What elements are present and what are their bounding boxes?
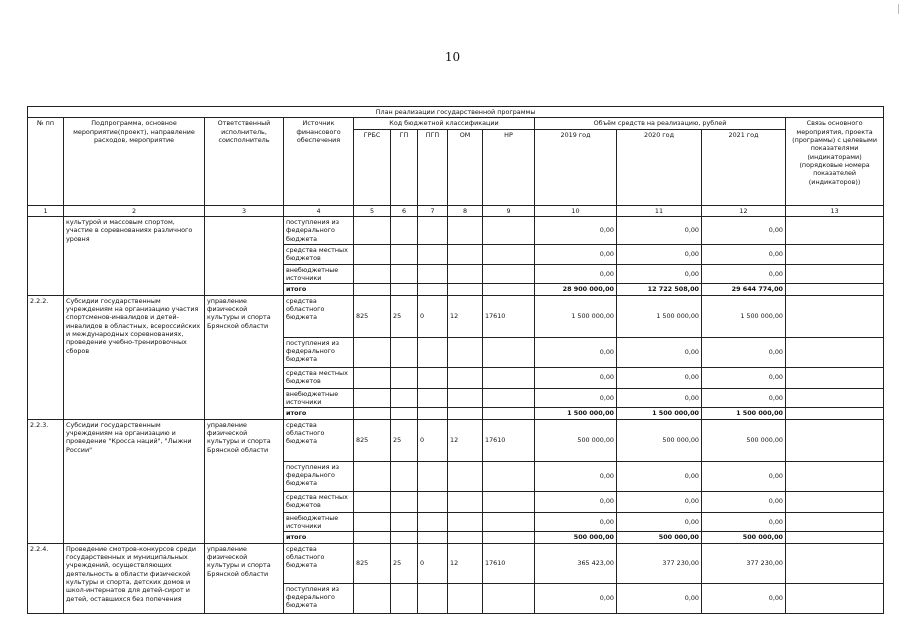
funding-source: итого <box>284 532 354 543</box>
header-volume: Объём средств на реализацию, рублей <box>535 118 786 129</box>
item-responsible: управление физической культуры и спорта Брянской области <box>205 419 284 543</box>
item-number: 2.2.3. <box>28 419 64 543</box>
code-om <box>448 491 483 512</box>
amount-2021: 500 000,00 <box>702 532 786 543</box>
header-nr: НР <box>483 129 535 205</box>
funding-source: внебюджетные источники <box>284 388 354 408</box>
amount-2020: 0,00 <box>617 264 702 284</box>
code-gp <box>391 408 418 419</box>
amount-2019: 0,00 <box>535 216 617 244</box>
indicator-link-cell <box>786 419 884 461</box>
code-pgp <box>418 367 448 388</box>
code-om <box>448 367 483 388</box>
header-num: № пп <box>28 118 64 205</box>
table-row <box>28 419 884 461</box>
code-nr <box>483 367 535 388</box>
column-number: 7 <box>418 205 448 216</box>
code-gp <box>391 337 418 367</box>
column-number: 3 <box>205 205 284 216</box>
indicator-link-cell <box>786 295 884 337</box>
table-caption: План реализации государственной программы <box>28 107 884 118</box>
code-grbs <box>354 532 391 543</box>
code-om <box>448 583 483 613</box>
amount-2021: 0,00 <box>702 512 786 532</box>
code-om <box>448 337 483 367</box>
column-number: 8 <box>448 205 483 216</box>
item-number <box>28 216 64 295</box>
amount-2019: 0,00 <box>535 512 617 532</box>
code-om <box>448 388 483 408</box>
code-gp: 25 <box>391 543 418 583</box>
amount-2020: 0,00 <box>617 388 702 408</box>
code-nr <box>483 461 535 491</box>
code-gp <box>391 284 418 295</box>
funding-source: средства местных бюджетов <box>284 244 354 264</box>
code-grbs <box>354 284 391 295</box>
amount-2020: 0,00 <box>617 461 702 491</box>
amount-2021: 500 000,00 <box>702 419 786 461</box>
amount-2020: 500 000,00 <box>617 532 702 543</box>
table-row <box>28 216 884 244</box>
column-number: 5 <box>354 205 391 216</box>
amount-2020: 12 722 508,00 <box>617 284 702 295</box>
amount-2019: 0,00 <box>535 491 617 512</box>
code-pgp <box>418 583 448 613</box>
indicator-link-cell <box>786 408 884 419</box>
item-number: 2.2.2. <box>28 295 64 419</box>
amount-2020: 0,00 <box>617 216 702 244</box>
code-grbs <box>354 583 391 613</box>
amount-2020: 0,00 <box>617 583 702 613</box>
code-nr: 17610 <box>483 295 535 337</box>
funding-source: средства областного бюджета <box>284 419 354 461</box>
code-grbs <box>354 461 391 491</box>
item-name: Субсидии государственным учреждениям на организацию участия спортсменов-инвалидов и детей-инвалидов в областных, всероссийских и международных соревнованиях, проведение учебно-тренировочных сборов <box>64 295 205 419</box>
column-number: 13 <box>786 205 884 216</box>
code-nr <box>483 532 535 543</box>
code-nr <box>483 388 535 408</box>
funding-source: внебюджетные источники <box>284 512 354 532</box>
amount-2021: 0,00 <box>702 461 786 491</box>
header-pgp: ПГП <box>418 129 448 205</box>
amount-2021: 0,00 <box>702 583 786 613</box>
header-source: Источник финансового обеспечения <box>284 118 354 205</box>
code-om <box>448 284 483 295</box>
column-number: 4 <box>284 205 354 216</box>
item-number: 2.2.4. <box>28 543 64 613</box>
code-grbs: 825 <box>354 295 391 337</box>
code-nr <box>483 408 535 419</box>
funding-source: средства местных бюджетов <box>284 367 354 388</box>
code-nr: 17610 <box>483 419 535 461</box>
code-grbs <box>354 491 391 512</box>
funding-source: поступления из федерального бюджета <box>284 583 354 613</box>
code-pgp <box>418 264 448 284</box>
code-pgp: 0 <box>418 295 448 337</box>
code-gp: 25 <box>391 295 418 337</box>
code-pgp <box>418 532 448 543</box>
item-name: Проведение смотров-конкурсов среди государственных и муниципальных учреждений, осуществляющих деятельность в области физической культуры и спорта, детских домов и школ-интернатов для детей-сирот и детей, оставшихся без попечения <box>64 543 205 613</box>
indicator-link-cell <box>786 583 884 613</box>
code-om: 12 <box>448 543 483 583</box>
amount-2021: 1 500 000,00 <box>702 408 786 419</box>
header-2021: 2021 год <box>702 129 786 205</box>
code-gp <box>391 264 418 284</box>
code-nr <box>483 284 535 295</box>
amount-2020: 1 500 000,00 <box>617 408 702 419</box>
code-om <box>448 216 483 244</box>
code-pgp: 0 <box>418 419 448 461</box>
amount-2020: 0,00 <box>617 244 702 264</box>
funding-source: поступления из федерального бюджета <box>284 461 354 491</box>
funding-source: итого <box>284 284 354 295</box>
indicator-link-cell <box>786 461 884 491</box>
code-grbs <box>354 264 391 284</box>
amount-2020: 0,00 <box>617 337 702 367</box>
amount-2019: 0,00 <box>535 583 617 613</box>
code-gp <box>391 388 418 408</box>
code-nr <box>483 337 535 367</box>
code-om: 12 <box>448 295 483 337</box>
amount-2019: 0,00 <box>535 461 617 491</box>
amount-2019: 365 423,00 <box>535 543 617 583</box>
funding-source: поступления из федерального бюджета <box>284 216 354 244</box>
header-om: ОМ <box>448 129 483 205</box>
header-budget-code: Код бюджетной классификации <box>354 118 535 129</box>
table-row <box>28 295 884 337</box>
code-nr <box>483 491 535 512</box>
column-number: 9 <box>483 205 535 216</box>
code-nr <box>483 512 535 532</box>
amount-2021: 0,00 <box>702 388 786 408</box>
code-om <box>448 244 483 264</box>
item-responsible: управление физической культуры и спорта Брянской области <box>205 543 284 613</box>
code-nr: 17610 <box>483 543 535 583</box>
header-2019: 2019 год <box>535 129 617 205</box>
indicator-link-cell <box>786 264 884 284</box>
indicator-link-cell <box>786 532 884 543</box>
code-nr <box>483 244 535 264</box>
amount-2020: 0,00 <box>617 491 702 512</box>
item-responsible: управление физической культуры и спорта Брянской области <box>205 295 284 419</box>
funding-source: поступления из федерального бюджета <box>284 337 354 367</box>
code-gp <box>391 583 418 613</box>
amount-2020: 0,00 <box>617 367 702 388</box>
code-pgp <box>418 408 448 419</box>
code-pgp: 0 <box>418 543 448 583</box>
column-number: 11 <box>617 205 702 216</box>
code-grbs: 825 <box>354 419 391 461</box>
amount-2020: 1 500 000,00 <box>617 295 702 337</box>
amount-2021: 0,00 <box>702 337 786 367</box>
amount-2021: 1 500 000,00 <box>702 295 786 337</box>
table-row <box>28 543 884 583</box>
code-gp <box>391 216 418 244</box>
item-responsible <box>205 216 284 295</box>
funding-source: итого <box>284 408 354 419</box>
header-responsible: Ответственный исполнитель, соисполнитель <box>205 118 284 205</box>
code-pgp <box>418 491 448 512</box>
code-om <box>448 532 483 543</box>
code-pgp <box>418 388 448 408</box>
header-subprogram: Подпрограмма, основное мероприятие(проект), направление расходов, мероприятие <box>64 118 205 205</box>
indicator-link-cell <box>786 284 884 295</box>
code-gp <box>391 367 418 388</box>
code-gp <box>391 461 418 491</box>
amount-2021: 0,00 <box>702 367 786 388</box>
code-grbs <box>354 367 391 388</box>
column-number: 6 <box>391 205 418 216</box>
amount-2021: 0,00 <box>702 244 786 264</box>
code-pgp <box>418 216 448 244</box>
indicator-link-cell <box>786 216 884 244</box>
funding-source: средства областного бюджета <box>284 295 354 337</box>
amount-2020: 500 000,00 <box>617 419 702 461</box>
amount-2019: 0,00 <box>535 337 617 367</box>
code-gp <box>391 491 418 512</box>
code-nr <box>483 264 535 284</box>
amount-2019: 500 000,00 <box>535 532 617 543</box>
code-gp <box>391 244 418 264</box>
code-grbs <box>354 512 391 532</box>
indicator-link-cell <box>786 337 884 367</box>
indicator-link-cell <box>786 512 884 532</box>
indicator-link-cell <box>786 543 884 583</box>
scan-edge-mark <box>898 4 899 14</box>
code-gp: 25 <box>391 419 418 461</box>
page-number: 10 <box>444 50 461 64</box>
header-2020: 2020 год <box>617 129 702 205</box>
amount-2019: 1 500 000,00 <box>535 408 617 419</box>
header-grbs: ГРБС <box>354 129 391 205</box>
plan-table <box>27 106 884 614</box>
code-pgp <box>418 284 448 295</box>
amount-2021: 29 644 774,00 <box>702 284 786 295</box>
amount-2020: 377 230,00 <box>617 543 702 583</box>
amount-2021: 0,00 <box>702 216 786 244</box>
indicator-link-cell <box>786 367 884 388</box>
code-om: 12 <box>448 419 483 461</box>
amount-2019: 0,00 <box>535 367 617 388</box>
code-grbs <box>354 388 391 408</box>
amount-2021: 377 230,00 <box>702 543 786 583</box>
column-number: 1 <box>28 205 64 216</box>
code-nr <box>483 216 535 244</box>
indicator-link-cell <box>786 244 884 264</box>
header-gp: ГП <box>391 129 418 205</box>
amount-2021: 0,00 <box>702 264 786 284</box>
column-number: 10 <box>535 205 617 216</box>
funding-source: средства местных бюджетов <box>284 491 354 512</box>
funding-source: средства областного бюджета <box>284 543 354 583</box>
code-om <box>448 461 483 491</box>
code-grbs: 825 <box>354 543 391 583</box>
amount-2019: 0,00 <box>535 264 617 284</box>
code-grbs <box>354 244 391 264</box>
amount-2019: 1 500 000,00 <box>535 295 617 337</box>
code-pgp <box>418 244 448 264</box>
header-link: Связь основного мероприятия, проекта (программы) с целевыми показателями (индикаторами) (порядковые номера показателей (индикаторов)) <box>786 118 884 205</box>
code-om <box>448 264 483 284</box>
amount-2019: 28 900 000,00 <box>535 284 617 295</box>
code-gp <box>391 532 418 543</box>
amount-2020: 0,00 <box>617 512 702 532</box>
code-grbs <box>354 216 391 244</box>
code-pgp <box>418 337 448 367</box>
column-number: 2 <box>64 205 205 216</box>
indicator-link-cell <box>786 388 884 408</box>
code-grbs <box>354 337 391 367</box>
code-gp <box>391 512 418 532</box>
code-pgp <box>418 461 448 491</box>
column-number: 12 <box>702 205 786 216</box>
funding-source: внебюджетные источники <box>284 264 354 284</box>
code-om <box>448 512 483 532</box>
item-name: Субсидии государственным учреждениям на организацию и проведение "Кросса наций", "Лыжни России" <box>64 419 205 543</box>
code-nr <box>483 583 535 613</box>
amount-2021: 0,00 <box>702 491 786 512</box>
amount-2019: 0,00 <box>535 244 617 264</box>
code-grbs <box>354 408 391 419</box>
amount-2019: 500 000,00 <box>535 419 617 461</box>
code-om <box>448 408 483 419</box>
indicator-link-cell <box>786 491 884 512</box>
code-pgp <box>418 512 448 532</box>
item-name: культурой и массовым спортом, участие в соревнованиях различного уровня <box>64 216 205 295</box>
amount-2019: 0,00 <box>535 388 617 408</box>
